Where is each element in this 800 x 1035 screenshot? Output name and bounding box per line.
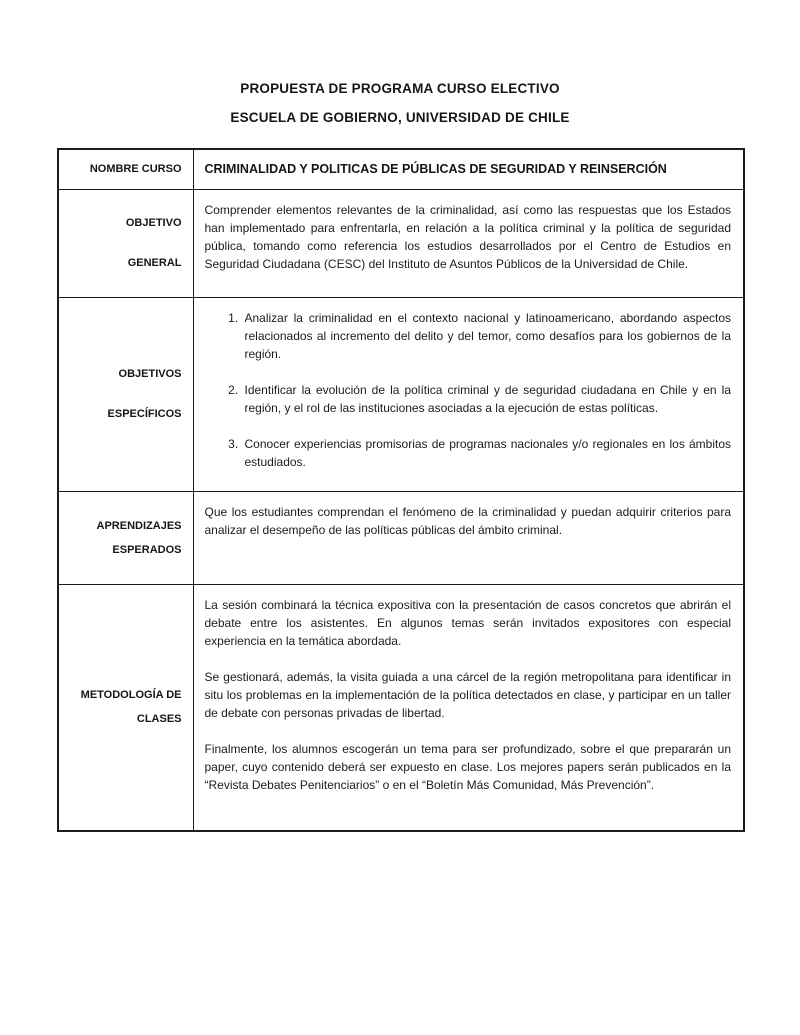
row-label-text: GENERAL <box>127 257 182 269</box>
paragraph: Que los estudiantes comprendan el fenómeno de la criminalidad y puedan adquirir criterios para analizar el desempeño de las políticas públicas del ámbito criminal. <box>204 504 731 537</box>
row-label-text: NOMBRE CURSO <box>89 163 182 176</box>
objective-item: 1. Analizar la criminalidad en el contexto nacional y latinoamericano, abordando aspectos relacionados al incremento del delito y del temor, como desafíos para los gobiernos de la región. <box>242 309 732 363</box>
table-row-metodologia-clases <box>58 584 744 831</box>
aprendizajes-esperados-content <box>193 491 744 584</box>
table-row-objetivos-especificos <box>58 297 744 491</box>
row-label-objetivos-especificos <box>58 297 193 491</box>
row-label-aprendizajes-esperados <box>58 491 193 584</box>
course-program-table <box>57 148 745 832</box>
row-label-text: METODOLOGÍA DE <box>80 689 182 702</box>
table-row-nombre-curso <box>58 149 744 189</box>
paragraph: Finalmente, los alumnos escogerán un tema para ser profundizado, sobre el que prepararán un paper, cuyo contenido deberá ser expuesto en clase. Los mejores papers serán publicados en la “Revista Debates Penitenciarios” o en el “Boletín Más Comunidad, Más Prevención”. <box>204 741 731 792</box>
row-label-text: OBJETIVO <box>125 217 182 229</box>
paragraph: La sesión combinará la técnica expositiva con la presentación de casos concretos que abrirán el debate entre los asistentes. En algunos temas serán invitados expositores con especial experiencia en la temática abordada. <box>204 597 731 648</box>
objective-item: 2. Identificar la evolución de la política criminal y de seguridad ciudadana en Chile y en la región, y el rol de las instituciones asociadas a la ejecución de estas políticas. <box>242 381 732 417</box>
row-label-text: ESPERADOS <box>112 543 182 556</box>
row-label-text: CLASES <box>136 713 182 726</box>
document-subtitle: ESCUELA DE GOBIERNO, UNIVERSIDAD DE CHILE <box>230 110 570 125</box>
document-header <box>0 0 800 126</box>
objetivos-especificos-content <box>193 297 744 491</box>
table-row-objetivo-general <box>58 189 744 297</box>
document-title: PROPUESTA DE PROGRAMA CURSO ELECTIVO <box>240 81 560 96</box>
paragraph: Se gestionará, además, la visita guiada a una cárcel de la región metropolitana para identificar in situ los problemas en la implementación de la política detectados en clase, y participar en un taller de debate con personas privadas de libertad. <box>204 669 731 720</box>
row-label-text: OBJETIVOS <box>118 368 182 380</box>
row-label-metodologia-clases <box>58 584 193 831</box>
row-label-nombre-curso <box>58 149 193 189</box>
course-name-cell <box>193 149 744 189</box>
table-row-aprendizajes-esperados <box>58 491 744 584</box>
objective-item: 3. Conocer experiencias promisorias de programas nacionales y/o regionales en los ámbitos estudiados. <box>242 435 732 471</box>
paragraph: Comprender elementos relevantes de la criminalidad, así como las respuestas que los Estados han implementado para enfrentarla, en relación a la política criminal y la política de seguridad pública, tomando como referencia los estudios desarrollados por el Centro de Estudios en Seguridad Ciudadana (CESC) del Instituto de Asuntos Públicos de la Universidad de Chile. <box>204 202 731 271</box>
objectives-list <box>221 309 732 471</box>
row-label-text: ESPECÍFICOS <box>107 408 182 420</box>
row-label-objetivo-general <box>58 189 193 297</box>
metodologia-clases-content <box>193 584 744 831</box>
course-name-text: CRIMINALIDAD Y POLITICAS DE PÚBLICAS DE SEGURIDAD Y REINSERCIÓN <box>204 162 667 177</box>
row-label-text: APRENDIZAJES <box>96 519 182 532</box>
objetivo-general-content <box>193 189 744 297</box>
